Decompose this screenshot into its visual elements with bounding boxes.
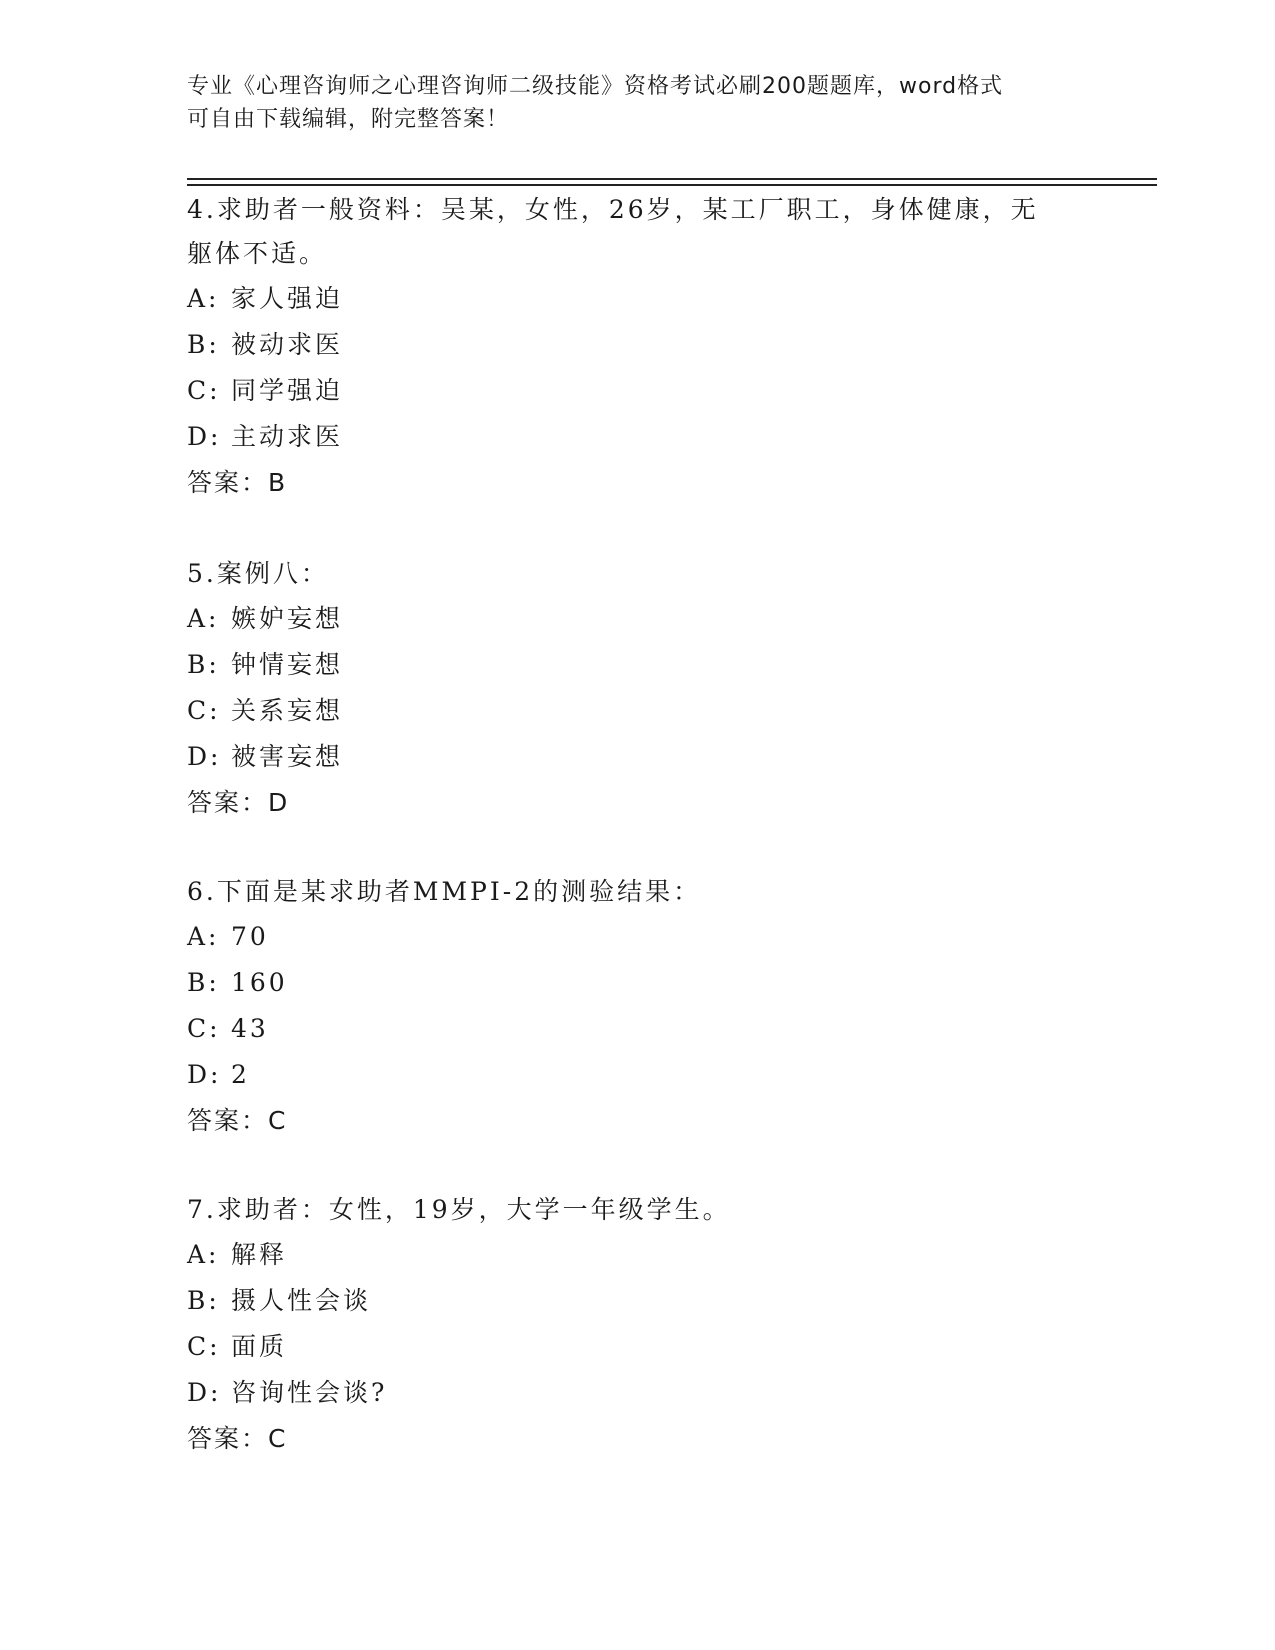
option-key: D: <box>187 742 222 771</box>
question-stem: 4.求助者一般资料：吴某，女性，26岁，某工厂职工，身体健康，无 <box>187 195 1039 224</box>
option-a <box>187 914 1087 960</box>
question-4 <box>187 188 1087 506</box>
option-text: 咨询性会谈? <box>231 1378 388 1407</box>
question-stem-continued: 躯体不适。 <box>187 239 328 268</box>
option-b <box>187 322 1087 368</box>
header-title-line-2: 可自由下载编辑，附完整答案！ <box>187 107 510 132</box>
option-key: A: <box>187 604 220 633</box>
option-text: 160 <box>231 968 288 997</box>
document-header <box>187 70 1067 136</box>
option-b <box>187 1278 1087 1324</box>
answer-line: 答案：C <box>187 1424 288 1453</box>
option-d <box>187 1370 1087 1416</box>
option-d <box>187 1052 1087 1098</box>
option-key: C: <box>187 1014 221 1043</box>
option-text: 嫉妒妄想 <box>231 604 344 633</box>
question-stem: 6.下面是某求助者MMPI-2的测验结果： <box>187 877 702 906</box>
question-5 <box>187 552 1087 826</box>
option-b <box>187 642 1087 688</box>
answer-line: 答案：D <box>187 788 290 817</box>
option-key: A: <box>187 1240 220 1269</box>
option-key: D: <box>187 422 222 451</box>
option-c <box>187 688 1087 734</box>
option-d <box>187 414 1087 460</box>
option-c <box>187 1324 1087 1370</box>
option-key: B: <box>187 1286 220 1315</box>
option-b <box>187 960 1087 1006</box>
answer-line: 答案：B <box>187 468 288 497</box>
option-key: C: <box>187 1332 221 1361</box>
answer-line: 答案：C <box>187 1106 288 1135</box>
option-key: B: <box>187 968 220 997</box>
header-divider-bottom <box>187 184 1157 186</box>
option-key: C: <box>187 376 221 405</box>
option-text: 钟情妄想 <box>231 650 344 679</box>
option-a <box>187 1232 1087 1278</box>
option-text: 70 <box>231 922 269 951</box>
option-key: C: <box>187 696 221 725</box>
option-key: D: <box>187 1378 222 1407</box>
option-text: 2 <box>231 1060 250 1089</box>
question-7 <box>187 1188 1087 1462</box>
option-text: 被动求医 <box>231 330 344 359</box>
option-text: 被害妄想 <box>231 742 344 771</box>
question-stem: 7.求助者：女性，19岁，大学一年级学生。 <box>187 1195 731 1224</box>
option-text: 面质 <box>231 1332 288 1361</box>
option-text: 摄人性会谈 <box>231 1286 372 1315</box>
option-text: 关系妄想 <box>231 696 344 725</box>
option-key: B: <box>187 330 220 359</box>
question-6 <box>187 870 1087 1144</box>
option-text: 家人强迫 <box>231 284 344 313</box>
option-key: A: <box>187 922 220 951</box>
question-stem: 5.案例八： <box>187 559 329 588</box>
option-text: 同学强迫 <box>231 376 344 405</box>
option-c <box>187 1006 1087 1052</box>
option-text: 主动求医 <box>231 422 344 451</box>
header-title-line-1: 专业《心理咨询师之心理咨询师二级技能》资格考试必刷200题题库，word格式 <box>187 74 1004 99</box>
option-a <box>187 276 1087 322</box>
option-key: B: <box>187 650 220 679</box>
option-d <box>187 734 1087 780</box>
option-key: D: <box>187 1060 222 1089</box>
header-divider-top <box>187 178 1157 180</box>
option-c <box>187 368 1087 414</box>
option-text: 解释 <box>231 1240 288 1269</box>
option-key: A: <box>187 284 220 313</box>
option-text: 43 <box>231 1014 269 1043</box>
option-a <box>187 596 1087 642</box>
